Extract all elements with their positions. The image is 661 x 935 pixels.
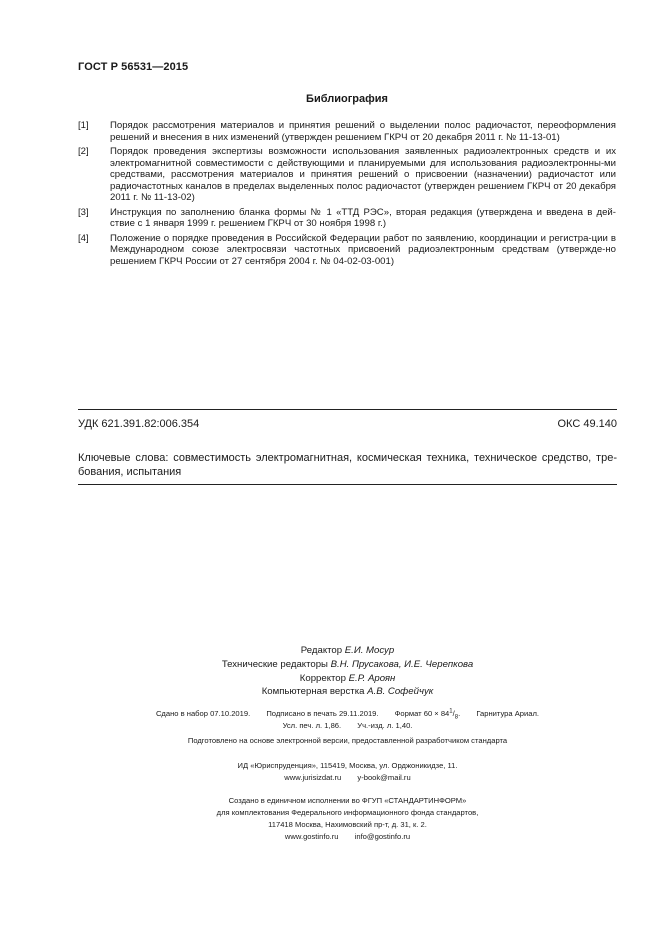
- udc-code: УДК 621.391.82:006.354: [78, 418, 200, 430]
- imprint-print-info: [78, 708, 617, 732]
- bottom-divider: [78, 484, 617, 485]
- oks-code: ОКС 49.140: [557, 418, 617, 430]
- creator-site-link[interactable]: www.gostinfo.ru: [284, 832, 339, 841]
- credit-editor: Редактор Е.И. Мосур: [300, 645, 395, 656]
- keywords: Ключевые слова: совместимость электромагнитная, космическая техника, техническое средство, тре-бования, испытания: [78, 452, 617, 478]
- imprint-prepared: Подготовлено на основе электронной версии, предоставленной разработчиком стандарта: [187, 736, 508, 745]
- bibliography-entry: [78, 207, 616, 230]
- bibliography-entry: [78, 120, 616, 143]
- imprint-publisher: ИД «Юриспруденция», 115419, Москва, ул. Орджоникидзе, 11. www.jurisizdat.ru y-book@mail.ru: [237, 761, 458, 782]
- publisher-email-link[interactable]: y-book@mail.ru: [357, 773, 411, 782]
- bibliography-entry-text: Инструкция по заполнению бланка формы № 1 «ТТД РЭС», вторая редакция (утверждена и введена в дей-ствие с 1 января 1999 г. решением ГКРЧ от 30 ноября 1998 г.): [110, 206, 616, 229]
- publisher-site-link[interactable]: www.jurisizdat.ru: [284, 773, 342, 782]
- imprint-creator: Создано в единичном исполнении во ФГУП «СТАНДАРТИНФОРМ» для комплектования Федерального информационного фонда стандартов, 117418 Москва, Нахимовский пр-т, д. 31, к. 2. www.gostinfo.ru info@gostinfo.ru: [216, 796, 479, 841]
- bibliography-entry: [78, 146, 616, 204]
- credit-tech-editors: Технические редакторы В.Н. Прусакова, И.Е. Черепкова: [221, 658, 474, 670]
- bibliography-entry-text: Порядок рассмотрения материалов и принятия решений о выделении полос радиочастот, переоформления решений и внесения в них изменений (утвержден решением ГКРЧ от 20 декабря 2011 г. № 11-13-01): [110, 120, 616, 143]
- bibliography-entry-number: [4]: [78, 232, 89, 244]
- document-code: ГОСТ Р 56531—2015: [78, 61, 189, 73]
- bibliography-entry-number: [1]: [78, 120, 89, 131]
- bibliography-entry-number: [3]: [78, 206, 89, 218]
- bibliography-entry-text: Порядок проведения экспертизы возможности использования заявленных радиоэлектронных средств и их электромагнитной совместимости с действующими и планируемыми для использования радиоэлектронны-ми средствами, рассмотрения материалов и принятия решений о присвоении (назначении) радиочастот или радиочастотных каналов в пределах выделенных полос радиочастот (утвержден решением ГКРЧ от 20 декабря 2011 г. № 11-13-02): [110, 146, 616, 203]
- bibliography-entry-text: Положение о порядке проведения в Российской Федерации работ по заявлению, координации и регистра-ции в Международном союзе электросвязи частотных присвоений радиоэлектронным средствам (утвержде-но решением ГКРЧ России от 27 сентября 2004 г. № 04-02-03-001): [110, 232, 616, 267]
- bibliography-entry-number: [2]: [78, 146, 89, 157]
- bibliography-list: [78, 120, 616, 270]
- imprint-line-sheets: Усл. печ. л. 1,86. Уч.-изд. л. 1,40.: [282, 721, 413, 730]
- credits-block: [78, 644, 617, 699]
- top-divider: [78, 409, 617, 410]
- imprint-line-dates: Сдано в набор 07.10.2019. Подписано в печать 29.11.2019. Формат $60 \times 84^1/_8$. Гарнитура Ариал.: [155, 708, 540, 721]
- creator-email-link[interactable]: info@gostinfo.ru: [354, 832, 411, 841]
- bibliography-title: Библиография: [306, 93, 388, 105]
- bibliography-entry: [78, 233, 616, 268]
- credit-layout: Компьютерная верстка А.В. Софейчук: [261, 686, 434, 698]
- imprint-format: Формат $60 \times 84^1/_8$.: [394, 708, 461, 721]
- credit-corrector: Корректор Е.Р. Ароян: [299, 672, 396, 684]
